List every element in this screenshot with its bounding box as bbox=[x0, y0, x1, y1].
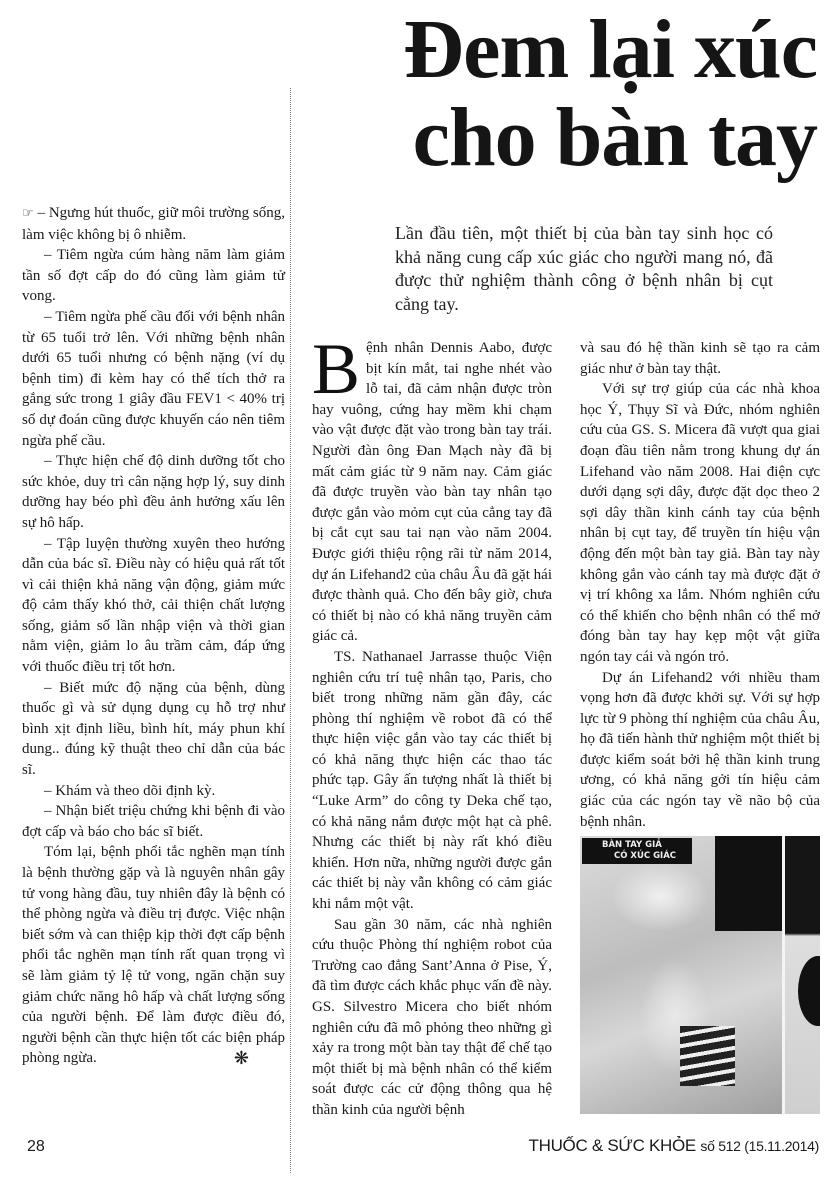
middle-column bbox=[312, 329, 552, 1121]
issue-info: số 512 (15.11.2014) bbox=[700, 1138, 819, 1154]
paragraph bbox=[312, 329, 552, 647]
paragraph: – Thực hiện chế độ dinh dưỡng tốt cho sức khỏe, duy trì cân nặng hợp lý, suy dinh dưỡng hay béo phì đều ảnh hưởng xấu lên sự hô hấp. bbox=[22, 453, 285, 531]
column-divider bbox=[290, 88, 291, 1173]
paragraph: – Nhận biết triệu chứng khi bệnh đi vào đợt cấp và báo cho bác sĩ biết. bbox=[22, 803, 285, 840]
paragraph: – Tập luyện thường xuyên theo hướng dẫn của bác sĩ. Điều này có hiệu quả rất tốt vì cải thiện khả năng vận động, giảm mức độ cảm thấy khó thở, cải thiện chất lượng sống, giảm số lần nhập viện và thời gian nằm viện, giảm lo âu trầm cảm, đáp ứng với thuốc điều trị tốt hơn. bbox=[22, 535, 285, 676]
prosthetic-fingers bbox=[680, 1026, 735, 1086]
paragraph: Dự án Lifehand2 với nhiều tham vọng hơn đã được khởi sự. Với sự hợp lực từ 9 phòng thí nghiệm của châu Âu, họ đã tiến hành thử nghiệm một thiết bị được kiểm soát bởi hệ thần kinh trung ương, có khả năng gởi tín hiệu cảm giác của các ngón tay về não bộ của bệnh nhân. bbox=[580, 669, 820, 830]
paragraph: – Tiêm ngừa phế cầu đối với bệnh nhân từ 65 tuổi trở lên. Với những bệnh nhân dưới 65 tuổi nhưng có bệnh nặng (ví dụ bệnh tim) đi kèm hay có thể tích thở ra gắng sức trong 1 giây đầu FEV1 < 40% trị số dự đoán cũng được khuyến cáo nên tiêm ngừa phế cầu. bbox=[22, 308, 285, 449]
paragraph: – Biết mức độ nặng của bệnh, dùng thuốc gì và sử dụng dụng cụ hỗ trợ như bình xịt định liều, bình hít, máy phun khí dung.. đúng kỹ thuật theo chỉ dẫn của bác sĩ. bbox=[22, 679, 285, 779]
paragraph: và sau đó hệ thần kinh sẽ tạo ra cảm giác như ở bàn tay thật. bbox=[580, 340, 820, 377]
paragraph bbox=[22, 842, 285, 1069]
caption-line: BÀN TAY GIẢ bbox=[602, 840, 662, 850]
left-column bbox=[22, 203, 285, 1069]
photo-split-line bbox=[782, 836, 785, 1114]
prosthetic-hand-photo bbox=[580, 836, 820, 1114]
magazine-footer bbox=[529, 1136, 819, 1156]
article-title-line-2: cho bàn tay bbox=[412, 91, 817, 184]
paragraph: TS. Nathanael Jarrasse thuộc Viện nghiên cứu trí tuệ nhân tạo, Paris, cho biết trong những năm gần đây, các phòng thí nghiệm về robot đã có thể thực hiện việc gắn vào tay các thiết bị có khả năng thực hiện các thao tác phức tạp. Gây ấn tượng nhất là thiết bị “Luke Arm” do công ty Deka chế tạo, có khả năng nắm được một hạt cà phê. Nhưng các thiết bị này rất khó điều khiển. Hơn nữa, những người được gắn các thiết bị này vẫn không có cảm giác khi nắm một vật. bbox=[312, 648, 552, 913]
page-number: 28 bbox=[27, 1138, 45, 1155]
paragraph: – Khám và theo dõi định kỳ. bbox=[44, 782, 216, 799]
article-title-line-1: Đem lại xúc bbox=[403, 3, 817, 96]
paragraph-text: – Ngưng hút thuốc, giữ môi trường sống, làm việc không bị ô nhiễm. bbox=[22, 205, 286, 243]
photo-caption bbox=[582, 838, 692, 864]
right-column bbox=[580, 338, 820, 832]
paragraph-text: ệnh nhân Dennis Aabo, được bịt kín mắt, tai nghe nhét vào lỗ tai, đã cảm nhận được tròn hay vuông, cứng hay mềm khi chạm vào vật được đặt vào trong bàn tay trái. Người đàn ông Đan Mạch này đã bị mất cảm giác từ 9 năm nay. Cảm giác đã được truyền vào bàn tay nhân tạo được gắn vào mỏm cụt của cẳng tay đã bị cắt cụt sau tai nạn vào năm 2004. Được giới thiệu rộng rãi từ năm 2014, dự án Lifehand2 của châu Âu đã gặt hái được thành quả. Cho đến bây giờ, chưa có thiết bị nào có khả năng truyền cảm giác cả. bbox=[312, 340, 552, 645]
paragraph-text: Tóm lại, bệnh phổi tắc nghẽn mạn tính là bệnh thường gặp và là nguyên nhân gây tử vong hàng đầu, tuy nhiên đây là bệnh có thể phòng ngừa và điều trị được. Việc nhận biết sớm và can thiệp kịp thời đợt cấp bệnh phổi tắc nghẽn mạn tính rất quan trọng vì sẽ làm giảm tỷ lệ tử vong, ngăn chặn suy giảm chức năng hô hấp và chất lượng sống của người bệnh. Để làm được điều đó, người bệnh cần thực hiện tốt các biện pháp phòng ngừa. bbox=[22, 844, 285, 1067]
magazine-name: THUỐC & SỨC KHỎE bbox=[528, 1136, 696, 1155]
paragraph: Sau gần 30 năm, các nhà nghiên cứu thuộc Phòng thí nghiệm robot của Trường cao đẳng Sant’Anna ở Pise, Ý, đã tìm được cách khắc phục vấn đề này. GS. Silvestro Micera cho biết nhóm nghiên cứu đã mô phỏng theo những gì xảy ra trong một bàn tay thật để chế tạo một thiết bị mà bệnh nhân có thể kiểm soát được các cử động thông qua hệ thần kinh của người bệnh bbox=[312, 916, 552, 1118]
paragraph: Với sự trợ giúp của các nhà khoa học Ý, Thụy Sĩ và Đức, nhóm nghiên cứu của GS. S. Micera đã vượt qua giai đoạn đầu tiên nằm trong khung dự án Lifehand vào năm 2008. Hai điện cực dưới dạng sợi dây, được đặt dọc theo 2 sợi dây thần kinh cánh tay của bệnh nhân bị cụt tay, để truyền tín hiệu vận động đến một bàn tay giả. Bàn tay này không gắn vào cánh tay mà được đặt ở vị trí không xa lắm. Nhóm nghiên cứu có thể khiến cho bệnh nhân có thể mở đóng bàn tay hay kẹp một vật giữa ngón tay cái và ngón trỏ. bbox=[580, 381, 820, 665]
paragraph: – Tiêm ngừa cúm hàng năm làm giảm tần số đợt cấp do đó cũng làm giảm tử vong. bbox=[22, 247, 285, 305]
article-lead: Lần đầu tiên, một thiết bị của bàn tay sinh học có khả năng cung cấp xúc giác cho người mang nó, đã được thử nghiệm thành công ở bệnh nhân bị cụt cẳng tay. bbox=[395, 223, 773, 314]
pointing-hand-icon: ☞ bbox=[22, 206, 34, 221]
paragraph bbox=[22, 203, 285, 245]
photo-background-dark bbox=[715, 836, 785, 931]
caption-line: CÓ XÚC GIÁC bbox=[614, 851, 677, 861]
end-mark-icon: ❋ bbox=[233, 1048, 249, 1069]
drop-cap: B bbox=[312, 329, 361, 409]
